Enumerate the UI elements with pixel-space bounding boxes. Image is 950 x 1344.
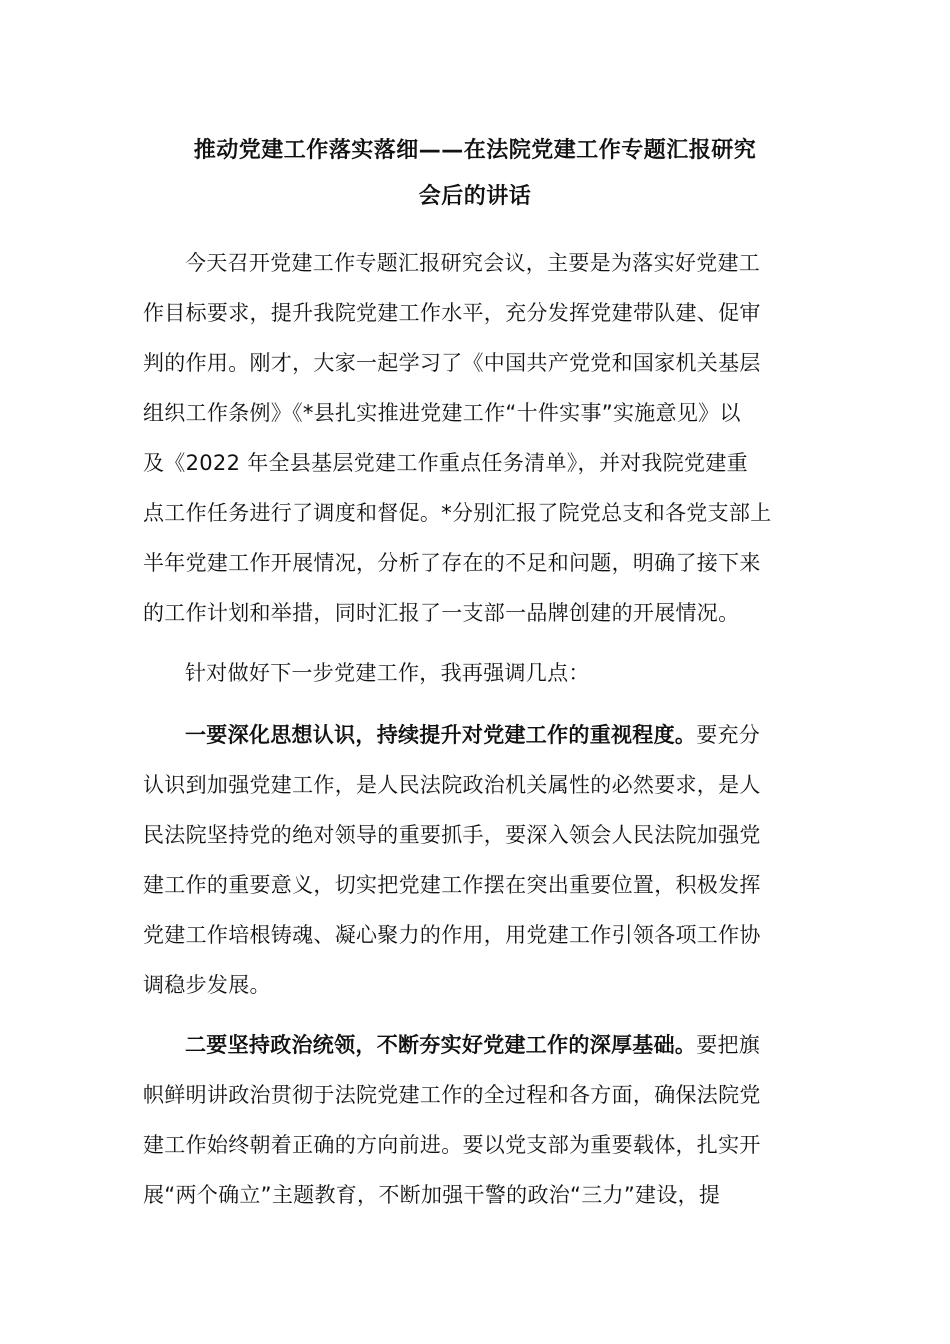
point-heading: 二要坚持政治统领，不断夯实好党建工作的深厚基础。 [185, 1033, 697, 1057]
text-line: 帜鲜明讲政治贯彻于法院党建工作的全过程和各方面，确保法院党 [143, 1083, 761, 1107]
paragraph-point-one [143, 710, 809, 1010]
point-text: 要把旗 [696, 1033, 761, 1057]
text-line: 的工作计划和举措，同时汇报了一支部一品牌创建的开展情况。 [143, 601, 740, 625]
text-line: 党建工作培根铸魂、凝心聚力的作用，用党建工作引领各项工作协 [143, 923, 761, 947]
text-line: 认识到加强党建工作，是人民法院政治机关属性的必然要求，是人 [143, 773, 761, 797]
point-heading: 一要深化思想认识，持续提升对党建工作的重视程度。 [185, 723, 697, 747]
text-line: 民法院坚持党的绝对领导的重要抓手，要深入领会人民法院加强党 [143, 823, 761, 847]
document-title [140, 128, 810, 220]
paragraph-intro [143, 238, 809, 638]
text-line: 及《2022 年全县基层党建工作重点任务清单》，并对我院党建重 [143, 451, 748, 475]
title-line: 推动党建工作落实落细——在法院党建工作专题汇报研究 [193, 138, 757, 163]
text-line [143, 710, 809, 760]
text-line: 半年党建工作开展情况，分析了存在的不足和问题，明确了接下来 [143, 551, 761, 575]
point-text: 要充分 [696, 723, 761, 747]
text-line: 判的作用。刚才，大家一起学习了《中国共产党党和国家机关基层 [143, 351, 761, 375]
text-line: 展“两个确立”主题教育，不断加强干警的政治“三力”建设，提 [143, 1183, 721, 1207]
text-line: 调稳步发展。 [143, 973, 271, 997]
text-line: 今天召开党建工作专题汇报研究会议，主要是为落实好党建工 [185, 251, 761, 275]
text-line: 建工作的重要意义，切实把党建工作摆在突出重要位置，积极发挥 [143, 873, 761, 897]
text-line: 点工作任务进行了调度和督促。*分别汇报了院党总支和各党支部上 [143, 501, 772, 525]
text-line: 针对做好下一步党建工作，我再强调几点： [185, 661, 590, 685]
paragraph-transition [143, 648, 809, 698]
text-line [143, 1020, 809, 1070]
text-line: 组织工作条例》《*县扎实推进党建工作“十件实事”实施意见》以 [143, 401, 741, 425]
paragraph-point-two [143, 1020, 809, 1220]
text-line: 建工作始终朝着正确的方向前进。要以党支部为重要载体，扎实开 [143, 1133, 761, 1157]
title-line: 会后的讲话 [418, 184, 532, 209]
text-line: 作目标要求，提升我院党建工作水平，充分发挥党建带队建、促审 [143, 301, 761, 325]
